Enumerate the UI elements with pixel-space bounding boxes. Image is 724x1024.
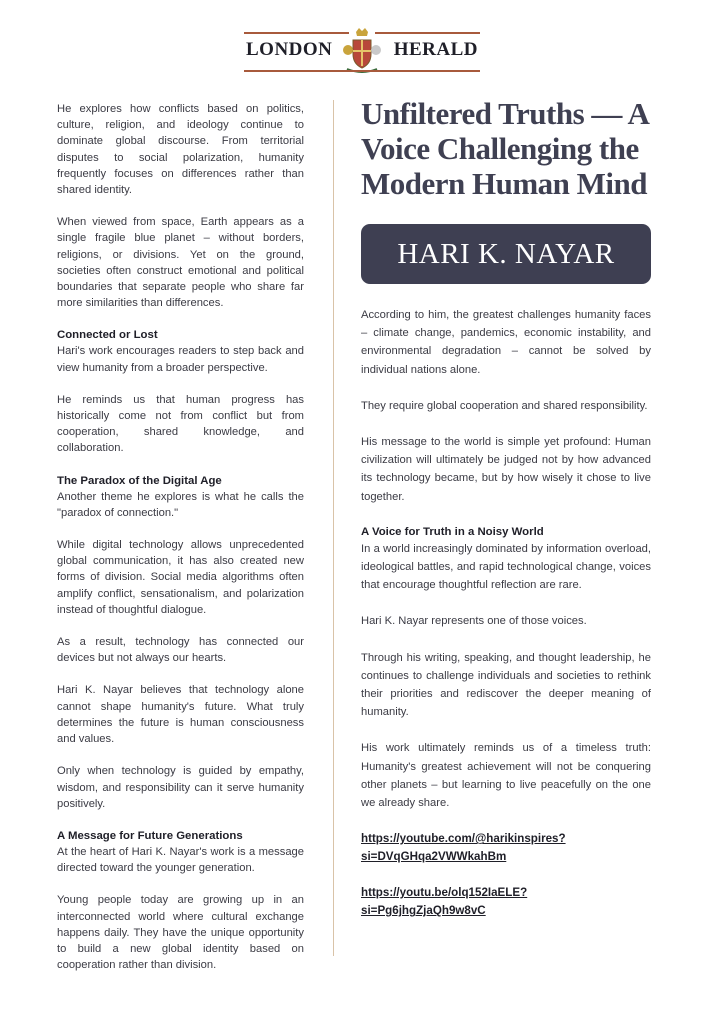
right-paragraph: Hari K. Nayar represents one of those voices.	[361, 615, 587, 628]
masthead-right-word: HERALD	[393, 39, 478, 60]
column-divider	[333, 100, 334, 956]
links-block	[361, 830, 651, 920]
left-paragraph: He explores how conflicts based on politics, culture, religion, and ideology continue to dominate global discourse. From territorial disputes to social polarization, humanity frequently focuses on differences rather than shared identity.	[57, 103, 304, 197]
left-paragraph: He reminds us that human progress has historically come not from conflict but from cooperation, shared knowledge, and collaboration.	[57, 393, 304, 455]
left-paragraph: Hari's work encourages readers to step back and view humanity from a broader perspective.	[57, 345, 304, 374]
royal-coat-of-arms-icon	[341, 26, 383, 76]
section-heading-paradox: The Paradox of the Digital Age	[57, 474, 222, 487]
section-heading-message: A Message for Future Generations	[57, 829, 243, 842]
left-paragraph: Only when technology is guided by empathy, wisdom, and responsibility can it serve humanity positively.	[57, 765, 304, 810]
right-paragraph: His work ultimately reminds us of a timeless truth: Humanity's greatest achievement will not be conquering other planets – but learning to live peacefully on the one we already share.	[361, 742, 651, 810]
left-paragraph: Hari K. Nayar believes that technology alone cannot shape humanity's future. What truly determines the future is human consciousness and values.	[57, 684, 304, 746]
link-line: si=DVqGHqa2VWWkahBm	[361, 850, 507, 864]
article-headline: Unfiltered Truths — A Voice Challenging the Modern Human Mind	[361, 96, 648, 201]
right-body	[361, 306, 651, 920]
right-paragraph: According to him, the greatest challenges humanity faces – climate change, pandemics, economic instability, and environmental degradation – cannot be solved by individual nations alone.	[361, 309, 651, 376]
right-paragraph: They require global cooperation and shared responsibility.	[361, 399, 648, 412]
left-column	[57, 101, 304, 989]
left-paragraph: At the heart of Hari K. Nayar's work is a message directed toward the younger generation.	[57, 845, 304, 875]
youtube-video-link[interactable]	[361, 884, 651, 920]
youtube-channel-link[interactable]	[361, 830, 651, 866]
left-paragraph: Another theme he explores is what he calls the "paradox of connection."	[57, 490, 304, 519]
left-paragraph: Young people today are growing up in an interconnected world where cultural exchange happens daily. They have the unique opportunity to build a new global identity based on cooperation rather than division.	[57, 894, 304, 972]
author-banner	[361, 224, 651, 284]
link-line: si=Pg6jhgZjaQh9w8vC	[361, 904, 486, 918]
masthead-bottom-rule	[244, 70, 480, 72]
right-paragraph: Through his writing, speaking, and thought leadership, he continues to challenge individuals and societies to rethink their priorities and rediscover the deeper meaning of humanity.	[361, 651, 651, 719]
masthead	[244, 30, 480, 72]
link-line: https://youtu.be/olq152IaELE?	[361, 886, 528, 900]
section-heading-connected: Connected or Lost	[57, 329, 158, 342]
section-heading-voice: A Voice for Truth in a Noisy World	[361, 525, 544, 538]
right-column	[361, 96, 651, 920]
link-line: https://youtube.com/@harikinspires?	[361, 832, 566, 846]
left-paragraph: When viewed from space, Earth appears as a single fragile blue planet – without borders, religions, or divisions. Yet on the ground, societies often construct emotional and political boundaries that separate people who share far more similarities than differences.	[57, 216, 304, 310]
right-paragraph: In a world increasingly dominated by information overload, ideological battles, and rapid technological change, voices that encourage thoughtful reflection are rare.	[361, 542, 651, 592]
author-name: HARI K. NAYAR	[397, 237, 615, 270]
left-paragraph: As a result, technology has connected our devices but not always our hearts.	[57, 636, 304, 665]
left-paragraph: While digital technology allows unprecedented global communication, it has also created new forms of division. Social media algorithms often amplify conflict, sensationalism, and polarization instead of thoughtful dialogue.	[57, 539, 304, 616]
masthead-left-word: LONDON	[246, 39, 333, 60]
right-paragraph: His message to the world is simple yet profound: Human civilization will ultimately be judged not by how advanced its technology became, but by how wisely it chose to live together.	[361, 436, 651, 503]
